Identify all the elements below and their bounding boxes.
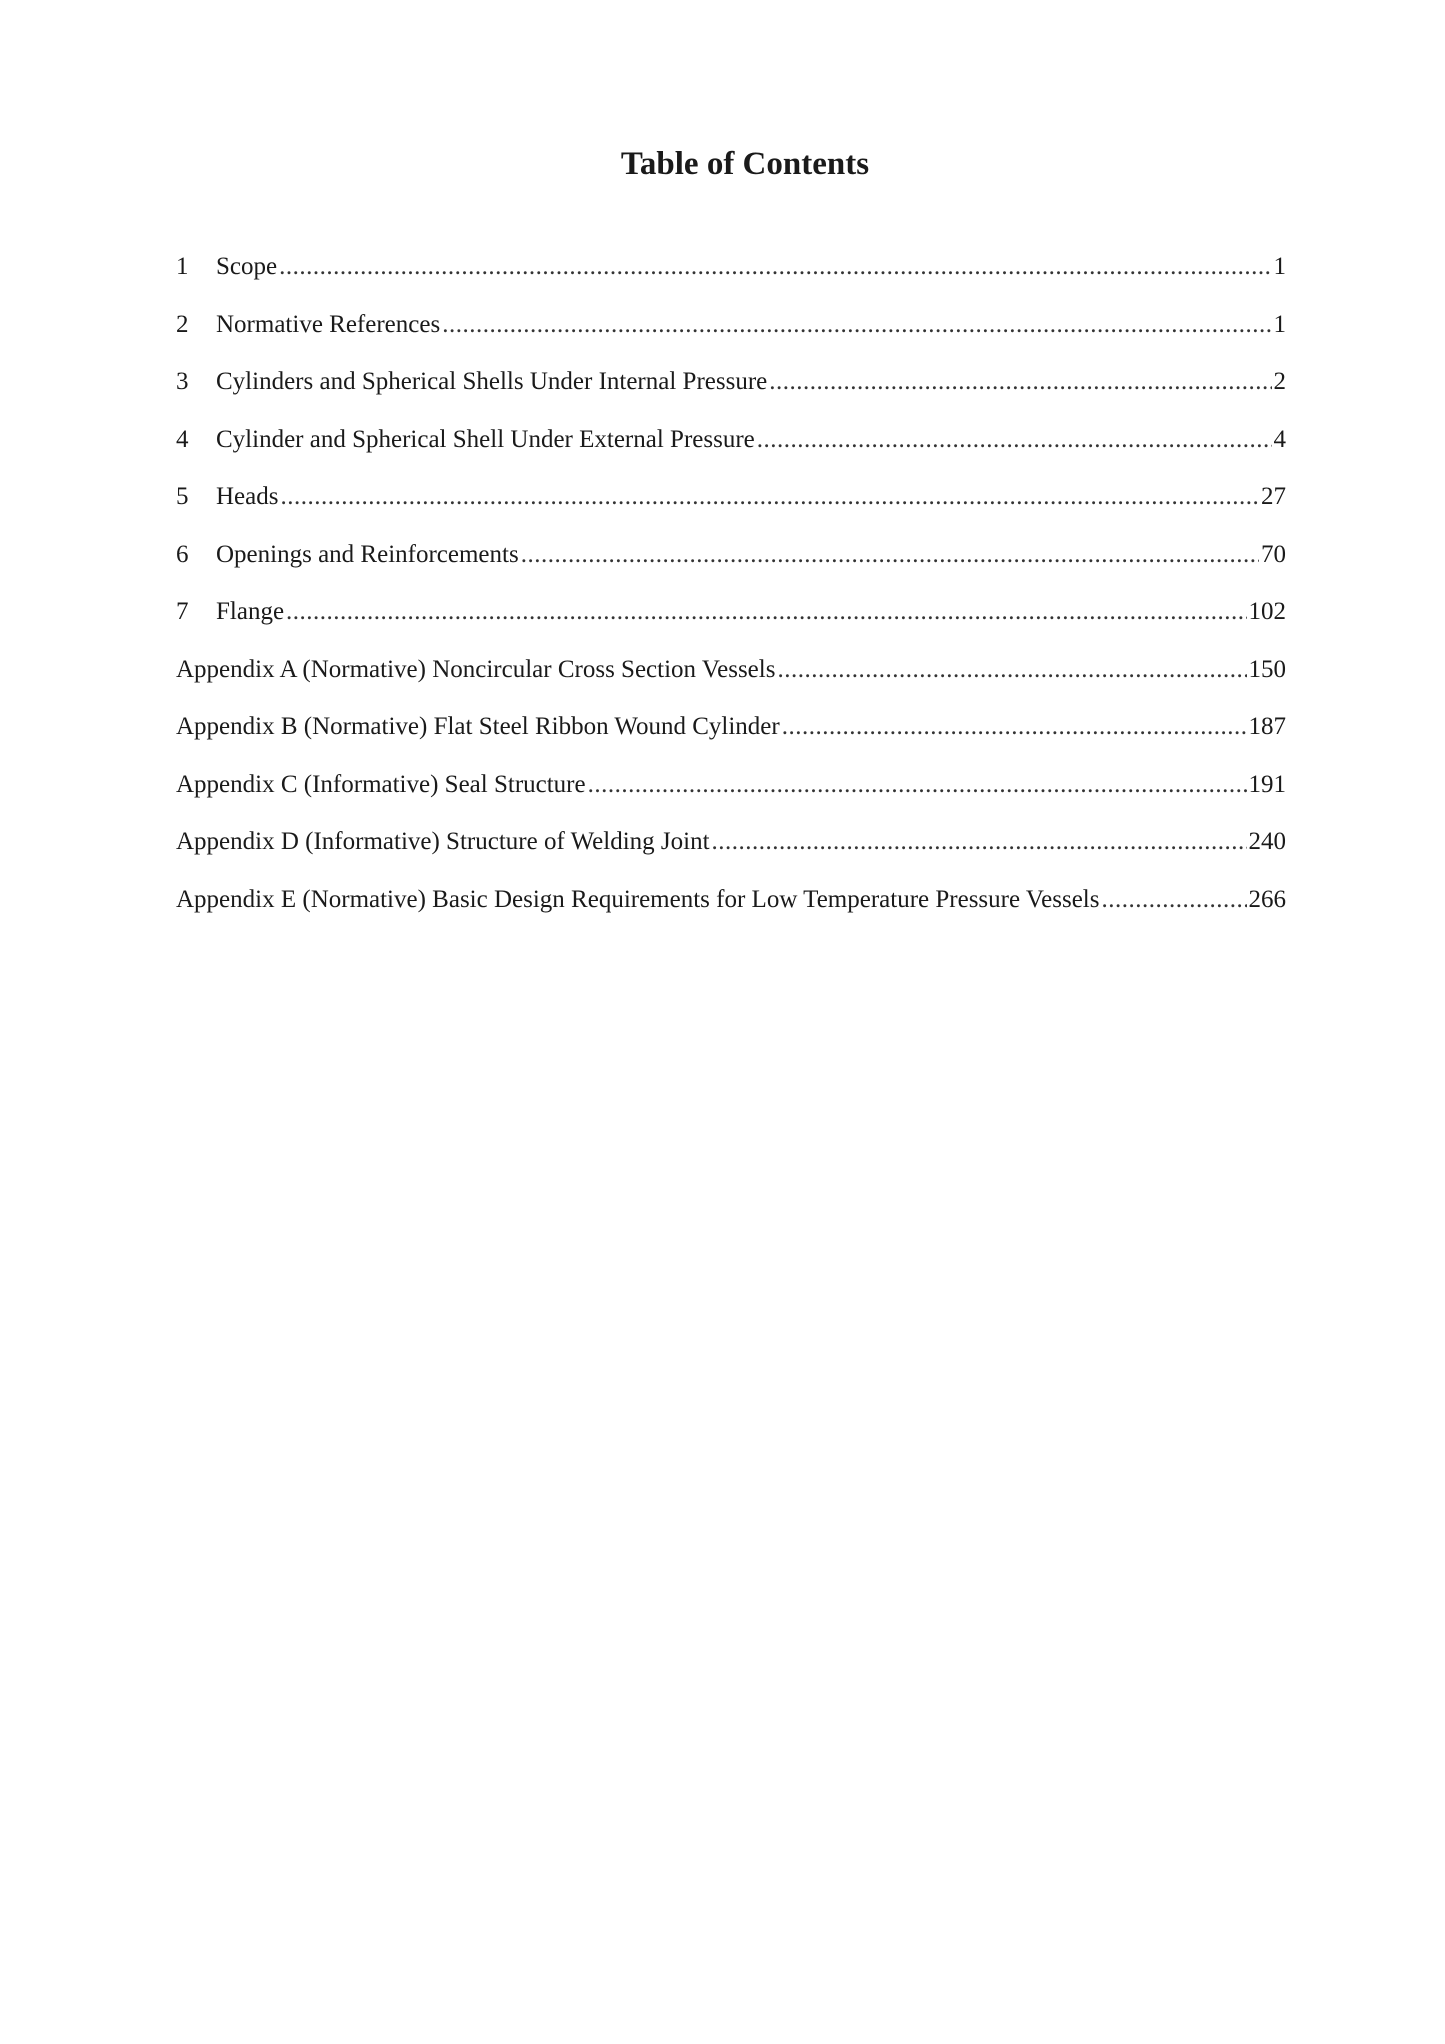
toc-entry-page: 1 [1273, 253, 1286, 280]
toc-entry-number: 1 [176, 253, 189, 280]
toc-dot-leader [588, 767, 1247, 803]
toc-entry-external-pressure[interactable] [176, 422, 1286, 480]
toc-entry-page: 2 [1273, 368, 1286, 395]
toc-entry-page: 240 [1248, 828, 1286, 855]
toc-dot-leader [279, 249, 1271, 285]
toc-entry-heads[interactable] [176, 479, 1286, 537]
toc-entry-label: Normative References [216, 310, 441, 338]
toc-dot-leader [521, 537, 1259, 573]
toc-entry-page: 1 [1273, 310, 1286, 338]
toc-dot-leader [769, 364, 1271, 400]
toc-list [176, 249, 1286, 939]
toc-entry-page: 27 [1261, 483, 1286, 510]
toc-entry-label: Scope [216, 253, 278, 280]
toc-entry-label: Openings and Reinforcements [216, 540, 519, 568]
toc-entry-label: Cylinder and Spherical Shell Under External Pressure [216, 425, 755, 453]
toc-entry-normative-references[interactable] [176, 307, 1286, 365]
toc-entry-label: Appendix D (Informative) Structure of Welding Joint [176, 828, 710, 855]
toc-entry-openings[interactable] [176, 537, 1286, 595]
toc-entry-label: Appendix C (Informative) Seal Structure [176, 770, 586, 798]
toc-entry-number: 5 [176, 483, 189, 510]
toc-dot-leader [777, 652, 1246, 688]
toc-entry-label: Appendix E (Normative) Basic Design Requirements for Low Temperature Pressure Vessels [176, 885, 1100, 913]
toc-entry-page: 102 [1248, 598, 1286, 625]
toc-entry-label: Cylinders and Spherical Shells Under Internal Pressure [216, 368, 768, 395]
toc-entry-label: Heads [216, 483, 279, 510]
toc-entry-page: 187 [1248, 713, 1286, 740]
toc-entry-flange[interactable] [176, 594, 1286, 652]
toc-entry-appendix-a[interactable] [176, 652, 1286, 710]
toc-entry-number: 7 [176, 598, 189, 625]
toc-entry-internal-pressure[interactable] [176, 364, 1286, 422]
toc-entry-page: 70 [1261, 540, 1286, 568]
toc-entry-appendix-b[interactable] [176, 709, 1286, 767]
toc-dot-leader [712, 824, 1247, 860]
toc-dot-leader [280, 479, 1259, 515]
toc-entry-scope[interactable] [176, 249, 1286, 307]
toc-entry-label: Appendix A (Normative) Noncircular Cross Section Vessels [176, 655, 776, 683]
toc-dot-leader [1102, 882, 1247, 918]
toc-dot-leader [442, 307, 1271, 343]
toc-entry-number: 6 [176, 540, 189, 568]
toc-dot-leader [286, 594, 1246, 630]
toc-dot-leader [782, 709, 1247, 745]
toc-entry-page: 191 [1248, 770, 1286, 798]
toc-entry-appendix-e[interactable] [176, 882, 1286, 940]
toc-entry-label: Appendix B (Normative) Flat Steel Ribbon Wound Cylinder [176, 713, 780, 740]
page-title: Table of Contents [620, 146, 870, 182]
toc-entry-appendix-d[interactable] [176, 824, 1286, 882]
toc-entry-number: 4 [176, 425, 189, 453]
toc-entry-appendix-c[interactable] [176, 767, 1286, 825]
toc-entry-page: 266 [1248, 885, 1286, 913]
toc-entry-page: 4 [1273, 425, 1286, 453]
toc-entry-page: 150 [1248, 655, 1286, 683]
toc-entry-number: 2 [176, 310, 189, 338]
toc-dot-leader [757, 422, 1272, 458]
toc-entry-label: Flange [216, 598, 285, 625]
toc-entry-number: 3 [176, 368, 189, 395]
